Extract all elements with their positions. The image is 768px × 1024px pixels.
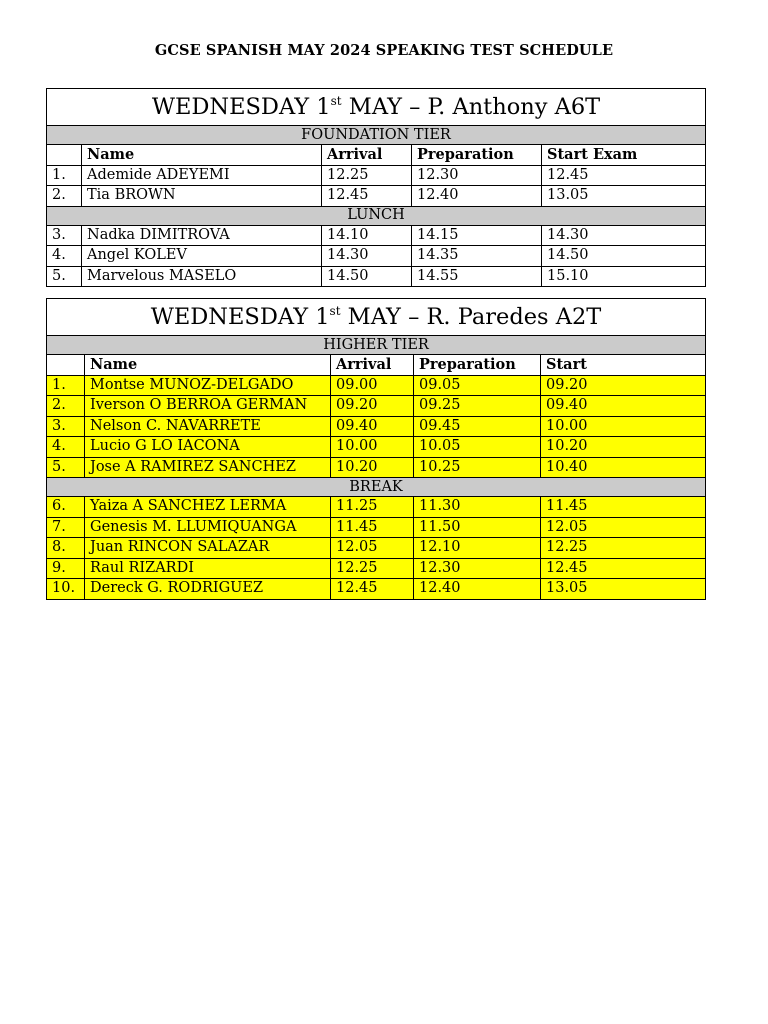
preparation-time: 09.45 xyxy=(414,416,541,437)
start-time: 15.10 xyxy=(542,266,706,287)
table-row xyxy=(47,396,706,417)
preparation-time: 12.30 xyxy=(412,165,542,186)
col-header-name: Name xyxy=(85,355,331,376)
student-name: Ademide ADEYEMI xyxy=(82,165,322,186)
row-number: 2. xyxy=(47,186,82,207)
start-time: 13.05 xyxy=(542,186,706,207)
col-header-start: Start xyxy=(541,355,706,376)
start-time: 14.30 xyxy=(542,225,706,246)
arrival-time: 12.05 xyxy=(331,538,414,559)
arrival-time: 12.45 xyxy=(322,186,412,207)
start-time: 12.45 xyxy=(541,558,706,579)
title-text-rest: MAY – R. Paredes A2T xyxy=(340,304,602,330)
table-row xyxy=(47,579,706,600)
row-number: 3. xyxy=(47,416,85,437)
row-number: 10. xyxy=(47,579,85,600)
student-name: Jose A RAMIREZ SANCHEZ xyxy=(85,457,331,478)
row-number: 5. xyxy=(47,266,82,287)
col-header-arrival: Arrival xyxy=(331,355,414,376)
preparation-time: 14.55 xyxy=(412,266,542,287)
title-text-rest: MAY – P. Anthony A6T xyxy=(341,94,601,120)
start-time: 09.40 xyxy=(541,396,706,417)
schedule-table-foundation xyxy=(46,88,706,287)
preparation-time: 12.40 xyxy=(412,186,542,207)
table-row xyxy=(47,416,706,437)
student-name: Yaiza A SANCHEZ LERMA xyxy=(85,497,331,518)
document-title: GCSE SPANISH MAY 2024 SPEAKING TEST SCHEDULE xyxy=(154,42,614,59)
table-row xyxy=(47,538,706,559)
row-number: 1. xyxy=(47,375,85,396)
col-header-number xyxy=(47,145,82,166)
col-header-arrival: Arrival xyxy=(322,145,412,166)
preparation-time: 14.35 xyxy=(412,246,542,267)
col-header-name: Name xyxy=(82,145,322,166)
student-name: Raul RIZARDI xyxy=(85,558,331,579)
student-name: Juan RINCON SALAZAR xyxy=(85,538,331,559)
arrival-time: 14.50 xyxy=(322,266,412,287)
break-label: LUNCH xyxy=(47,206,706,225)
schedule-table-higher xyxy=(46,298,706,600)
start-time: 12.25 xyxy=(541,538,706,559)
student-name: Genesis M. LLUMIQUANGA xyxy=(85,517,331,538)
arrival-time: 11.25 xyxy=(331,497,414,518)
preparation-time: 12.30 xyxy=(414,558,541,579)
col-header-number xyxy=(47,355,85,376)
row-number: 5. xyxy=(47,457,85,478)
table-row xyxy=(47,558,706,579)
start-time: 09.20 xyxy=(541,375,706,396)
student-name: Iverson O BERROA GERMAN xyxy=(85,396,331,417)
break-label: BREAK xyxy=(47,478,706,497)
title-superscript: st xyxy=(330,94,342,108)
col-header-preparation: Preparation xyxy=(412,145,542,166)
row-number: 6. xyxy=(47,497,85,518)
start-time: 13.05 xyxy=(541,579,706,600)
table-row xyxy=(47,457,706,478)
student-name: Montse MUNOZ-DELGADO xyxy=(85,375,331,396)
start-time: 10.20 xyxy=(541,437,706,458)
preparation-time: 11.30 xyxy=(414,497,541,518)
student-name: Tia BROWN xyxy=(82,186,322,207)
table-title xyxy=(47,89,706,126)
row-number: 9. xyxy=(47,558,85,579)
start-time: 10.00 xyxy=(541,416,706,437)
table-row xyxy=(47,497,706,518)
preparation-time: 11.50 xyxy=(414,517,541,538)
student-name: Nelson C. NAVARRETE xyxy=(85,416,331,437)
title-superscript: st xyxy=(329,304,341,318)
student-name: Angel KOLEV xyxy=(82,246,322,267)
header-row xyxy=(47,145,706,166)
col-header-start: Start Exam xyxy=(542,145,706,166)
arrival-time: 10.00 xyxy=(331,437,414,458)
tier-label: FOUNDATION TIER xyxy=(47,126,706,145)
row-number: 8. xyxy=(47,538,85,559)
arrival-time: 12.25 xyxy=(331,558,414,579)
student-name: Nadka DIMITROVA xyxy=(82,225,322,246)
start-time: 10.40 xyxy=(541,457,706,478)
preparation-time: 12.40 xyxy=(414,579,541,600)
arrival-time: 09.40 xyxy=(331,416,414,437)
table-row xyxy=(47,246,706,267)
tier-label: HIGHER TIER xyxy=(47,336,706,355)
arrival-time: 09.20 xyxy=(331,396,414,417)
preparation-time: 12.10 xyxy=(414,538,541,559)
table-row xyxy=(47,225,706,246)
row-number: 2. xyxy=(47,396,85,417)
row-number: 3. xyxy=(47,225,82,246)
table-row xyxy=(47,375,706,396)
preparation-time: 10.25 xyxy=(414,457,541,478)
student-name: Lucio G LO IACONA xyxy=(85,437,331,458)
arrival-time: 11.45 xyxy=(331,517,414,538)
preparation-time: 10.05 xyxy=(414,437,541,458)
start-time: 12.05 xyxy=(541,517,706,538)
table-row xyxy=(47,437,706,458)
arrival-time: 09.00 xyxy=(331,375,414,396)
start-time: 14.50 xyxy=(542,246,706,267)
preparation-time: 09.25 xyxy=(414,396,541,417)
title-text: WEDNESDAY 1 xyxy=(151,94,331,120)
table-row xyxy=(47,517,706,538)
preparation-time: 09.05 xyxy=(414,375,541,396)
start-time: 12.45 xyxy=(542,165,706,186)
arrival-time: 14.10 xyxy=(322,225,412,246)
start-time: 11.45 xyxy=(541,497,706,518)
preparation-time: 14.15 xyxy=(412,225,542,246)
header-row xyxy=(47,355,706,376)
row-number: 4. xyxy=(47,246,82,267)
arrival-time: 12.25 xyxy=(322,165,412,186)
arrival-time: 10.20 xyxy=(331,457,414,478)
row-number: 4. xyxy=(47,437,85,458)
row-number: 7. xyxy=(47,517,85,538)
arrival-time: 12.45 xyxy=(331,579,414,600)
title-text: WEDNESDAY 1 xyxy=(150,304,330,330)
arrival-time: 14.30 xyxy=(322,246,412,267)
table-row xyxy=(47,165,706,186)
col-header-preparation: Preparation xyxy=(414,355,541,376)
table-row xyxy=(47,266,706,287)
table-title xyxy=(47,299,706,336)
student-name: Marvelous MASELO xyxy=(82,266,322,287)
student-name: Dereck G. RODRIGUEZ xyxy=(85,579,331,600)
row-number: 1. xyxy=(47,165,82,186)
table-row xyxy=(47,186,706,207)
